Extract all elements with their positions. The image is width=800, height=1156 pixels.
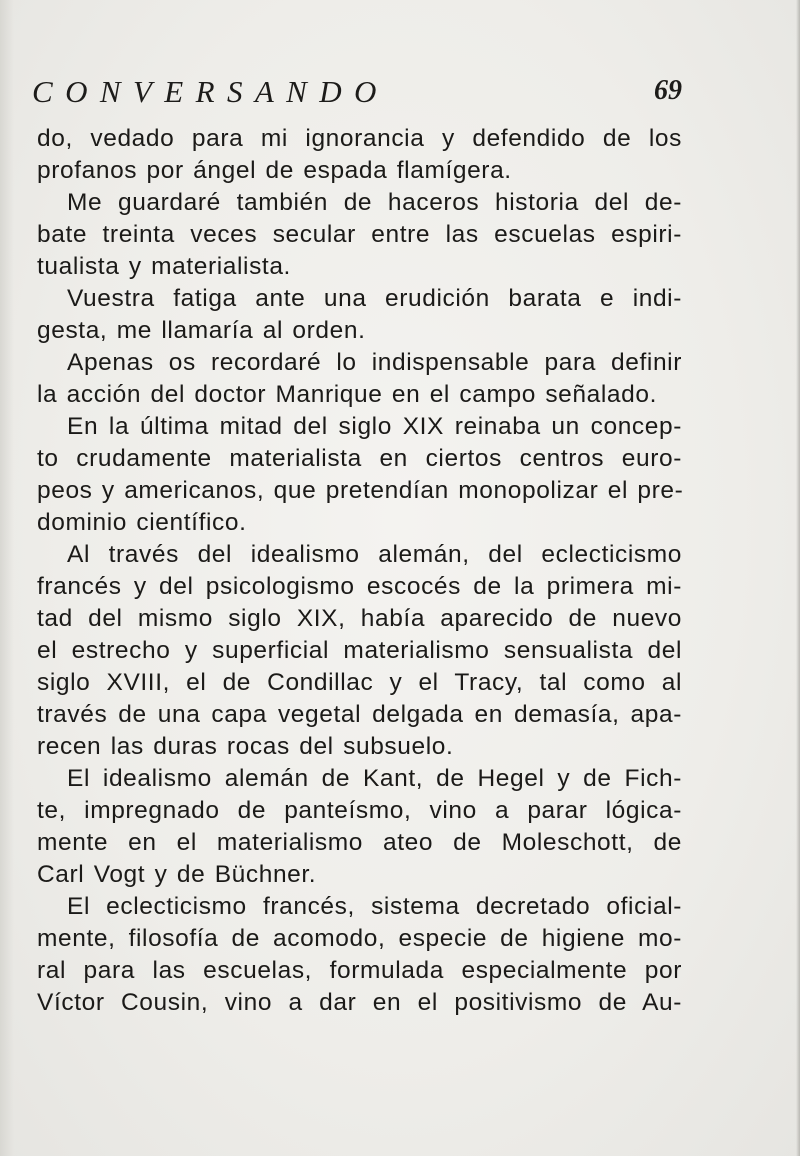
- text-line: mente en el materialismo ateo de Moleschott, de: [37, 829, 682, 856]
- spine-shadow: [0, 0, 14, 1156]
- text-line: través de una capa vegetal delgada en demasía, apa-: [37, 701, 682, 728]
- text-line: El eclecticismo francés, sistema decretado oficial-: [67, 893, 682, 920]
- text-line: ral para las escuelas, formulada especialmente por: [37, 957, 682, 984]
- text-line: Carl Vogt y de Büchner.: [37, 861, 317, 888]
- text-line: gesta, me llamaría al orden.: [37, 317, 366, 344]
- page-edge: [796, 0, 800, 1156]
- text-line: francés y del psicologismo escocés de la primera mi-: [37, 573, 682, 600]
- text-line: te, impregnado de panteísmo, vino a parar lógica-: [37, 797, 682, 824]
- text-line: to crudamente materialista en ciertos centros euro-: [37, 445, 682, 472]
- text-line: Vuestra fatiga ante una erudición barata e indi-: [67, 285, 682, 312]
- text-line: Me guardaré también de haceros historia del de-: [67, 189, 682, 216]
- running-header: [32, 74, 682, 114]
- text-line: el estrecho y superficial materialismo sensualista del: [37, 637, 682, 664]
- text-line: la acción del doctor Manrique en el campo señalado.: [37, 381, 657, 408]
- text-line: recen las duras rocas del subsuelo.: [37, 733, 454, 760]
- text-line: En la última mitad del siglo XIX reinaba un concep-: [67, 413, 682, 440]
- running-title: CONVERSANDO: [32, 74, 389, 109]
- text-line: peos y americanos, que pretendían monopolizar el pre-: [37, 477, 684, 504]
- page-number: 69: [654, 75, 682, 106]
- text-line: Víctor Cousin, vino a dar en el positivismo de Au-: [37, 989, 682, 1016]
- text-line: mente, filosofía de acomodo, especie de higiene mo-: [37, 925, 682, 952]
- text-line: bate treinta veces secular entre las escuelas espiri-: [37, 221, 682, 248]
- text-line: Apenas os recordaré lo indispensable para definir: [67, 349, 682, 376]
- text-line: do, vedado para mi ignorancia y defendido de los: [37, 125, 682, 152]
- text-line: profanos por ángel de espada flamígera.: [37, 157, 512, 184]
- text-line: siglo XVIII, el de Condillac y el Tracy, tal como al: [37, 669, 682, 696]
- text-line: tualista y materialista.: [37, 253, 291, 280]
- text-line: Al través del idealismo alemán, del eclecticismo: [67, 541, 682, 568]
- body-text: [37, 123, 682, 1019]
- text-line: dominio científico.: [37, 509, 247, 536]
- text-line: El idealismo alemán de Kant, de Hegel y de Fich-: [67, 765, 682, 792]
- text-line: tad del mismo siglo XIX, había aparecido de nuevo: [37, 605, 682, 632]
